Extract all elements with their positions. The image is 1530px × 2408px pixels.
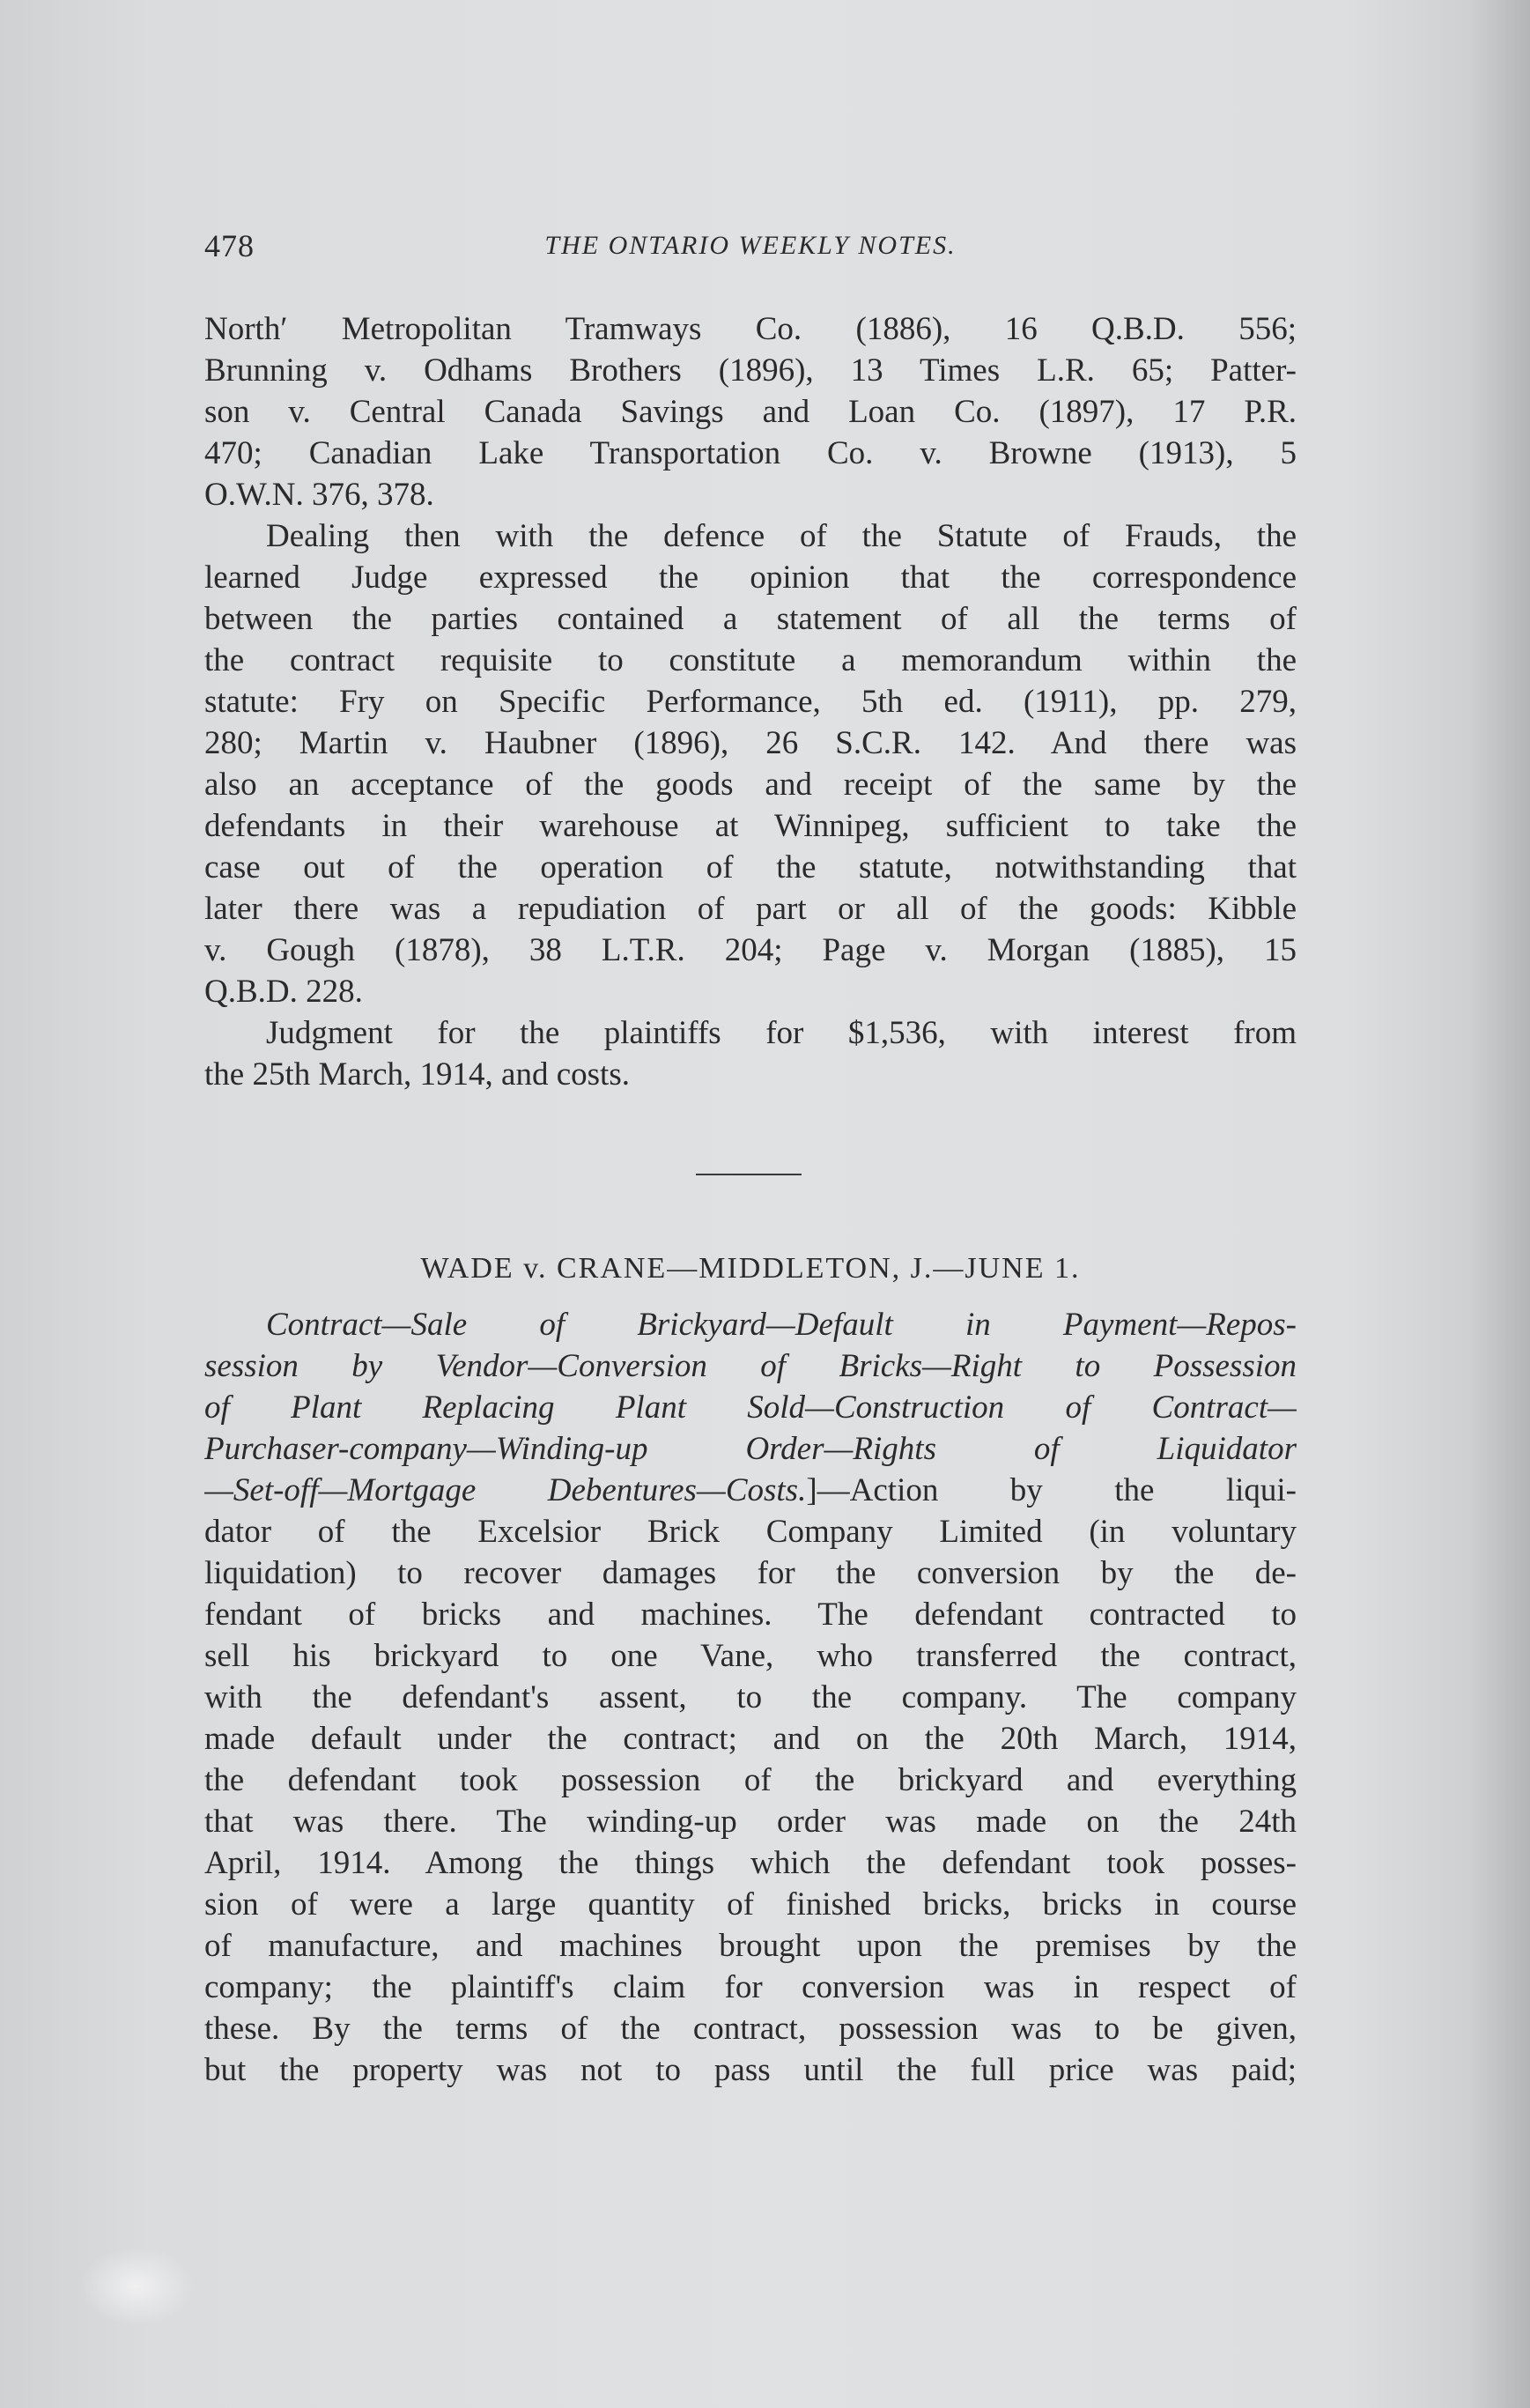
page-header: [204, 224, 1297, 268]
text-line: learned Judge expressed the opinion that the correspondence: [204, 559, 1297, 596]
text-line: with the defendant's assent, to the company. The company: [204, 1679, 1297, 1715]
running-head: THE ONTARIO WEEKLY NOTES.: [544, 231, 957, 260]
text-line: dator of the Excelsior Brick Company Limited (in voluntary: [204, 1514, 1297, 1550]
text-line: the 25th March, 1914, and costs.: [204, 1056, 630, 1093]
text-line: son v. Central Canada Savings and Loan Co. (1897), 17 P.R.: [204, 394, 1297, 430]
headnote-line: Contract—Sale of Brickyard—Default in Payment—Repos-: [266, 1307, 1297, 1343]
headnote-roman-part: ]—Action by the liqui-: [806, 1472, 1297, 1508]
paper-stain: [79, 2247, 194, 2326]
text-line: fendant of bricks and machines. The defendant contracted to: [204, 1597, 1297, 1633]
text-line: that was there. The winding-up order was made on the 24th: [204, 1804, 1297, 1840]
text-line: O.W.N. 376, 378.: [204, 477, 434, 513]
text-line: of manufacture, and machines brought upon the premises by the: [204, 1928, 1297, 1964]
text-line: Judgment for the plaintiffs for $1,536, with interest from: [266, 1015, 1297, 1051]
headnote-line-mixed: [204, 1470, 1297, 1511]
text-line: later there was a repudiation of part or all of the goods: Kibble: [204, 891, 1297, 927]
text-line: made default under the contract; and on the 20th March, 1914,: [204, 1721, 1297, 1757]
text-line: also an acceptance of the goods and receipt of the same by the: [204, 767, 1297, 803]
text-line: case out of the operation of the statute, notwithstanding that: [204, 849, 1297, 885]
page-number: 478: [204, 228, 255, 263]
section-1-text: [204, 308, 1297, 1095]
headnote-line: Purchaser-company—Winding-up Order—Rights of Liquidator: [204, 1431, 1297, 1467]
section-2-text: [204, 1304, 1297, 2091]
text-line: but the property was not to pass until the full price was paid;: [204, 2052, 1297, 2088]
text-line: v. Gough (1878), 38 L.T.R. 204; Page v. Morgan (1885), 15: [204, 932, 1297, 968]
text-line: statute: Fry on Specific Performance, 5th ed. (1911), pp. 279,: [204, 684, 1297, 720]
text-line: 470; Canadian Lake Transportation Co. v. Browne (1913), 5: [204, 435, 1297, 471]
section-divider: [696, 1174, 802, 1175]
text-line: North′ Metropolitan Tramways Co. (1886), 16 Q.B.D. 556;: [204, 311, 1297, 347]
text-line: these. By the terms of the contract, possession was to be given,: [204, 2011, 1297, 2047]
headnote-line: session by Vendor—Conversion of Bricks—Right to Possession: [204, 1348, 1297, 1384]
text-line: sell his brickyard to one Vane, who transferred the contract,: [204, 1638, 1297, 1674]
text-line: Q.B.D. 228.: [204, 974, 363, 1010]
text-line: the defendant took possession of the brickyard and everything: [204, 1762, 1297, 1798]
headnote-italic-part: —Set-off—Mortgage Debentures—Costs.: [204, 1472, 807, 1508]
text-line: Dealing then with the defence of the Statute of Frauds, the: [266, 518, 1297, 554]
case-title: WADE v. CRANE—MIDDLETON, J.—JUNE 1.: [420, 1252, 1081, 1285]
text-line: company; the plaintiff's claim for conversion was in respect of: [204, 1969, 1297, 2005]
text-line: 280; Martin v. Haubner (1896), 26 S.C.R. 142. And there was: [204, 725, 1297, 761]
text-line: defendants in their warehouse at Winnipeg, sufficient to take the: [204, 808, 1297, 844]
text-line: Brunning v. Odhams Brothers (1896), 13 Times L.R. 65; Patter-: [204, 352, 1297, 389]
text-line: the contract requisite to constitute a memorandum within the: [204, 642, 1297, 678]
text-line: liquidation) to recover damages for the conversion by the de-: [204, 1555, 1297, 1591]
text-line: April, 1914. Among the things which the defendant took posses-: [204, 1845, 1297, 1881]
text-line: between the parties contained a statement of all the terms of: [204, 601, 1297, 637]
headnote-line: of Plant Replacing Plant Sold—Construction of Contract—: [204, 1389, 1297, 1426]
text-line: sion of were a large quantity of finished bricks, bricks in course: [204, 1886, 1297, 1923]
